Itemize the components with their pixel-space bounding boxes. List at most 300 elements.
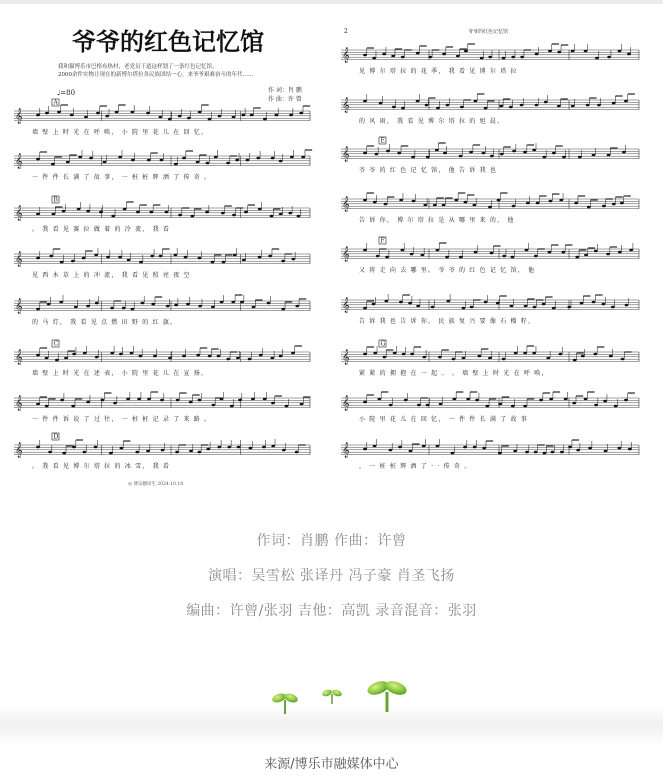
note-head: [416, 305, 420, 308]
note-head: [488, 357, 492, 360]
note-head: [607, 154, 611, 157]
note-head: [602, 303, 606, 306]
note-head: [227, 446, 231, 449]
note-head: [392, 106, 396, 109]
note-head: [549, 200, 553, 203]
note-head: [130, 308, 134, 311]
note-head: [198, 305, 202, 308]
note-head: [611, 306, 615, 309]
note-head: [271, 445, 275, 448]
note-head: [218, 115, 222, 118]
note-head: [584, 50, 588, 53]
note-head: [629, 249, 633, 252]
note-head: [110, 352, 114, 355]
note-head: [490, 252, 494, 255]
note-head: [263, 118, 267, 121]
note-head: [71, 405, 75, 408]
note-head: [520, 104, 524, 107]
note-head: [422, 445, 426, 448]
note-head: [456, 55, 460, 58]
lyric-line: ， 一 桩 桩 辉 洒 了 · · 传 奇 。: [359, 463, 472, 470]
note-head: [196, 354, 200, 357]
note-head: [176, 399, 180, 402]
note-head: [173, 254, 177, 257]
note-head: [454, 199, 458, 202]
note-head: [524, 305, 528, 308]
note-head: [472, 204, 476, 207]
note-head: [159, 116, 163, 119]
note-head: [281, 260, 285, 263]
note-head: [86, 401, 90, 404]
note-head: [372, 303, 376, 306]
treble-clef-icon: 𝄞: [342, 48, 350, 63]
note-head: [463, 446, 467, 449]
note-head: [532, 352, 536, 355]
note-head: [442, 204, 446, 207]
note-head: [451, 452, 455, 455]
note-head: [425, 104, 429, 107]
note-head: [624, 399, 628, 402]
note-head: [416, 100, 420, 103]
note-head: [386, 150, 390, 153]
note-head: [267, 302, 271, 305]
note-head: [417, 404, 421, 407]
note-head: [490, 155, 494, 158]
note-head: [222, 261, 226, 264]
note-head: [400, 249, 404, 252]
note-head: [45, 357, 49, 360]
treble-clef-icon: 𝄞: [15, 350, 23, 365]
note-head: [282, 449, 286, 452]
lyric-line: 墙 壁 上 时 光 在 呼 唤， 小 院 里 花 儿 在 回 忆，: [32, 129, 209, 136]
note-head: [279, 355, 283, 358]
note-head: [300, 403, 304, 406]
note-head: [110, 307, 114, 310]
note-head: [502, 255, 506, 258]
note-head: [426, 404, 430, 407]
note-head: [533, 306, 537, 309]
note-head: [259, 354, 263, 357]
note-head: [136, 211, 140, 214]
note-head: [291, 352, 295, 355]
note-head: [535, 104, 539, 107]
note-head: [399, 301, 403, 304]
note-head: [182, 157, 186, 160]
note-head: [464, 201, 468, 204]
note-head: [295, 305, 299, 308]
note-head: [49, 255, 53, 258]
note-head: [498, 452, 502, 455]
note-head: [101, 399, 105, 402]
note-head: [624, 100, 628, 103]
note-head: [497, 199, 501, 202]
treble-clef-icon: 𝄞: [342, 443, 350, 458]
score-tempo: ♩=80: [57, 89, 76, 97]
note-head: [562, 156, 566, 159]
lyric-line: 。 我 看 见 博 尔 塔 拉 的 冰 雪， 我 看: [32, 463, 171, 470]
note-head: [60, 261, 64, 264]
note-head: [64, 357, 68, 360]
rehearsal-mark: C: [53, 340, 59, 348]
note-head: [249, 447, 253, 450]
note-head: [592, 154, 596, 157]
note-head: [186, 303, 190, 306]
note-head: [431, 306, 435, 309]
note-head: [89, 157, 93, 160]
treble-clef-icon: 𝄞: [15, 443, 23, 458]
note-head: [217, 446, 221, 449]
note-head: [385, 256, 389, 259]
note-head: [520, 56, 524, 59]
note-head: [363, 249, 367, 252]
note-head: [113, 402, 117, 405]
note-head: [548, 50, 552, 53]
note-head: [146, 450, 150, 453]
lyric-line: 告 诉 我 也 告 诉 你， 民 族 复 兴 要 像 石 榴 籽，: [359, 318, 536, 325]
note-head: [446, 300, 450, 303]
note-head: [552, 152, 556, 155]
note-head: [130, 352, 134, 355]
note-head: [262, 446, 266, 449]
lyric-line: 小 院 里 花 儿 在 回 忆， 一 件 件 长 满 了 故 事: [359, 416, 529, 423]
note-head: [140, 302, 144, 305]
note-head: [433, 204, 437, 207]
rehearsal-mark: B: [53, 196, 58, 204]
note-head: [568, 446, 572, 449]
lyric-line: 又 将 走 向 去 哪 里。 爷 爷 的 红 色 记 忆 馆， 他: [359, 267, 536, 274]
rehearsal-mark: A: [53, 99, 58, 107]
note-head: [502, 57, 506, 60]
treble-clef-icon: 𝄞: [342, 396, 350, 411]
note-head: [198, 257, 202, 260]
rehearsal-mark: G: [380, 340, 386, 348]
note-head: [542, 156, 546, 159]
note-head: [498, 403, 502, 406]
note-head: [246, 159, 250, 162]
note-head: [510, 305, 514, 308]
note-head: [602, 205, 606, 208]
note-head: [94, 254, 98, 257]
note-head: [232, 214, 236, 217]
lyric-line: 一 件 件 长 满 了 故 事， 一 桩 桩 辉 洒 了 传 奇 。: [32, 174, 212, 181]
note-head: [402, 353, 406, 356]
note-head: [289, 114, 293, 117]
note-head: [279, 213, 283, 216]
note-head: [160, 159, 164, 162]
note-head: [399, 199, 403, 202]
note-head: [131, 159, 135, 162]
note-head: [377, 398, 381, 401]
note-head: [603, 400, 607, 403]
note-head: [464, 50, 468, 53]
note-head: [47, 303, 51, 306]
note-head: [150, 255, 154, 258]
note-head: [226, 162, 230, 165]
lyric-line: 。 我 看 见 赛 拉 做 着 的 冷 流， 我 看: [32, 226, 171, 233]
note-head: [301, 156, 305, 159]
lyric-line: 的 马 灯， 我 看 见 点 燃 田 野 的 红 旗。: [32, 319, 178, 326]
note-head: [372, 57, 376, 60]
note-head: [379, 102, 383, 105]
note-head: [618, 251, 622, 254]
note-head: [466, 398, 470, 401]
note-head: [205, 211, 209, 214]
note-head: [597, 104, 601, 107]
note-head: [363, 401, 367, 404]
note-head: [182, 355, 186, 358]
note-head: [221, 212, 225, 215]
note-head: [388, 449, 392, 452]
note-head: [373, 445, 377, 448]
note-head: [206, 162, 210, 165]
treble-clef-icon: 𝄞: [15, 206, 23, 221]
note-head: [470, 306, 474, 309]
note-head: [59, 301, 63, 304]
score-lyricist: 作 词：肖 鹏: [268, 87, 302, 94]
score-running-head: 爷爷的红色记忆馆: [467, 29, 509, 35]
note-head: [428, 56, 432, 59]
note-head: [285, 405, 289, 408]
note-head: [105, 115, 109, 118]
note-head: [523, 405, 527, 408]
note-head: [618, 50, 622, 53]
note-head: [586, 104, 590, 107]
note-head: [559, 199, 563, 202]
note-head: [189, 401, 193, 404]
note-head: [511, 56, 515, 59]
note-head: [606, 253, 610, 256]
note-head: [512, 150, 516, 153]
note-head: [168, 357, 172, 360]
note-head: [436, 107, 440, 110]
note-head: [416, 52, 420, 55]
note-head: [575, 256, 579, 259]
lyric-line: 见 博 尔 塔 拉 的 花 季， 我 看 见 博 尔 塔 拉: [359, 68, 518, 75]
note-head: [86, 305, 90, 308]
note-head: [609, 355, 613, 358]
note-head: [546, 357, 550, 360]
sprout-icon: [366, 679, 409, 712]
note-head: [404, 399, 408, 402]
note-head: [484, 301, 488, 304]
note-head: [526, 202, 530, 205]
note-head: [236, 357, 240, 360]
note-head: [244, 211, 248, 214]
note-head: [36, 213, 40, 216]
note-head: [62, 452, 66, 455]
note-head: [288, 212, 292, 215]
lyric-line: 见 西 木 草 上 的 冲 流， 我 看 见 照 亮 夜 空: [32, 272, 191, 279]
note-head: [36, 308, 40, 311]
note-head: [189, 450, 193, 453]
note-head: [220, 301, 224, 304]
note-head: [252, 306, 256, 309]
note-head: [627, 53, 631, 56]
note-head: [166, 305, 170, 308]
note-head: [208, 118, 212, 121]
note-head: [363, 199, 367, 202]
note-head: [36, 158, 40, 161]
note-head: [393, 352, 397, 355]
score-intro-line2: 2000余件实物让现在的新博尔塔拉各民族团结一心，来爷爷艰难奋斗的年代……: [58, 72, 254, 78]
note-head: [231, 301, 235, 304]
note-head: [564, 398, 568, 401]
note-head: [462, 357, 466, 360]
note-head: [83, 352, 87, 355]
source-credit: 来源/博乐市融媒体中心: [264, 757, 399, 772]
note-head: [561, 251, 565, 254]
note-head: [263, 398, 267, 401]
note-head: [95, 356, 99, 359]
treble-clef-icon: 𝄞: [342, 298, 350, 313]
note-head: [96, 112, 100, 115]
note-head: [232, 116, 236, 119]
note-head: [139, 261, 143, 264]
note-head: [469, 151, 473, 154]
note-head: [438, 356, 442, 359]
note-head: [291, 258, 295, 261]
score-title: 爷爷的红色记忆馆: [72, 27, 264, 56]
note-head: [620, 202, 624, 205]
note-head: [212, 404, 216, 407]
note-head: [473, 446, 477, 449]
treble-clef-icon: 𝄞: [342, 147, 350, 162]
note-head: [422, 356, 426, 359]
note-head: [363, 152, 367, 155]
note-head: [137, 398, 141, 401]
note-head: [475, 399, 479, 402]
note-head: [174, 163, 178, 166]
note-head: [281, 308, 285, 311]
sprout-icon: [321, 688, 342, 704]
note-head: [439, 403, 443, 406]
note-head: [499, 105, 503, 108]
note-head: [374, 153, 378, 156]
note-head: [115, 111, 119, 114]
note-head: [279, 160, 283, 163]
note-head: [513, 450, 517, 453]
note-head: [159, 255, 163, 258]
sprout-icon: [271, 692, 299, 714]
note-head: [123, 208, 127, 211]
note-head: [77, 208, 81, 211]
note-head: [525, 451, 529, 454]
note-head: [70, 114, 74, 117]
note-head: [191, 215, 195, 218]
note-head: [511, 405, 515, 408]
note-head: [126, 398, 130, 401]
note-head: [217, 355, 221, 358]
note-head: [460, 106, 464, 109]
note-head: [560, 451, 564, 454]
note-head: [580, 302, 584, 305]
note-head: [462, 307, 466, 310]
note-head: [607, 56, 611, 59]
note-head: [502, 358, 506, 361]
note-head: [473, 100, 477, 103]
note-head: [480, 57, 484, 60]
note-head: [581, 355, 585, 358]
note-head: [488, 206, 492, 209]
sheet-music-image: [0, 4, 663, 496]
note-head: [614, 405, 618, 408]
note-head: [584, 398, 588, 401]
note-head: [161, 449, 165, 452]
note-head: [536, 202, 540, 205]
note-head: [208, 355, 212, 358]
note-head: [410, 253, 414, 256]
note-head: [299, 112, 303, 115]
note-head: [389, 404, 393, 407]
note-head: [226, 358, 230, 361]
note-head: [135, 451, 139, 454]
note-head: [178, 115, 182, 118]
note-head: [628, 448, 632, 451]
note-head: [534, 451, 538, 454]
note-head: [363, 54, 367, 57]
note-head: [535, 53, 539, 56]
score-intro-line1: 我和猫博乐市巴格布热村，老党员干道这样划了一条红色记忆馆。: [58, 64, 218, 70]
note-head: [552, 307, 556, 310]
note-head: [542, 303, 546, 306]
credits-line-3: 编曲：许曾/张羽 吉他：高凯 录音混音：张羽: [186, 603, 477, 619]
note-head: [509, 106, 513, 109]
note-head: [160, 399, 164, 402]
note-head: [83, 451, 87, 454]
credits-line-2: 演唱：吴雪松 张译丹 冯子豪 肖圣飞扬: [208, 568, 455, 584]
lyric-line: 紧 紧 的 拥 抱 在 一 起 。 。 墙 壁 上 时 光 在 呼 唤，: [359, 370, 549, 377]
note-head: [452, 398, 456, 401]
note-head: [423, 204, 427, 207]
note-head: [574, 202, 578, 205]
note-head: [168, 118, 172, 121]
note-head: [84, 116, 88, 119]
note-head: [274, 114, 278, 117]
note-head: [74, 306, 78, 309]
note-head: [118, 256, 122, 259]
note-head: [290, 156, 294, 159]
note-head: [557, 51, 561, 54]
note-head: [532, 149, 536, 152]
note-head: [66, 161, 70, 164]
note-head: [130, 111, 134, 114]
note-head: [549, 398, 553, 401]
note-head: [297, 215, 301, 218]
note-head: [258, 256, 262, 259]
note-head: [147, 398, 151, 401]
note-head: [482, 152, 486, 155]
note-head: [106, 256, 110, 259]
note-head: [250, 114, 254, 117]
note-head: [401, 107, 405, 110]
note-head: [198, 399, 202, 402]
treble-clef-icon: 𝄞: [342, 350, 350, 365]
note-head: [625, 304, 629, 307]
note-head: [426, 156, 430, 159]
note-head: [409, 450, 413, 453]
note-head: [445, 256, 449, 259]
note-head: [398, 446, 402, 449]
note-head: [235, 159, 239, 162]
note-head: [525, 249, 529, 252]
note-head: [36, 403, 40, 406]
rehearsal-mark: F: [380, 237, 385, 245]
note-head: [211, 261, 215, 264]
note-head: [548, 251, 552, 254]
credits-line-1: 作词：肖鹏 作曲：许曾: [256, 533, 407, 549]
note-head: [48, 451, 52, 454]
note-head: [593, 353, 597, 356]
